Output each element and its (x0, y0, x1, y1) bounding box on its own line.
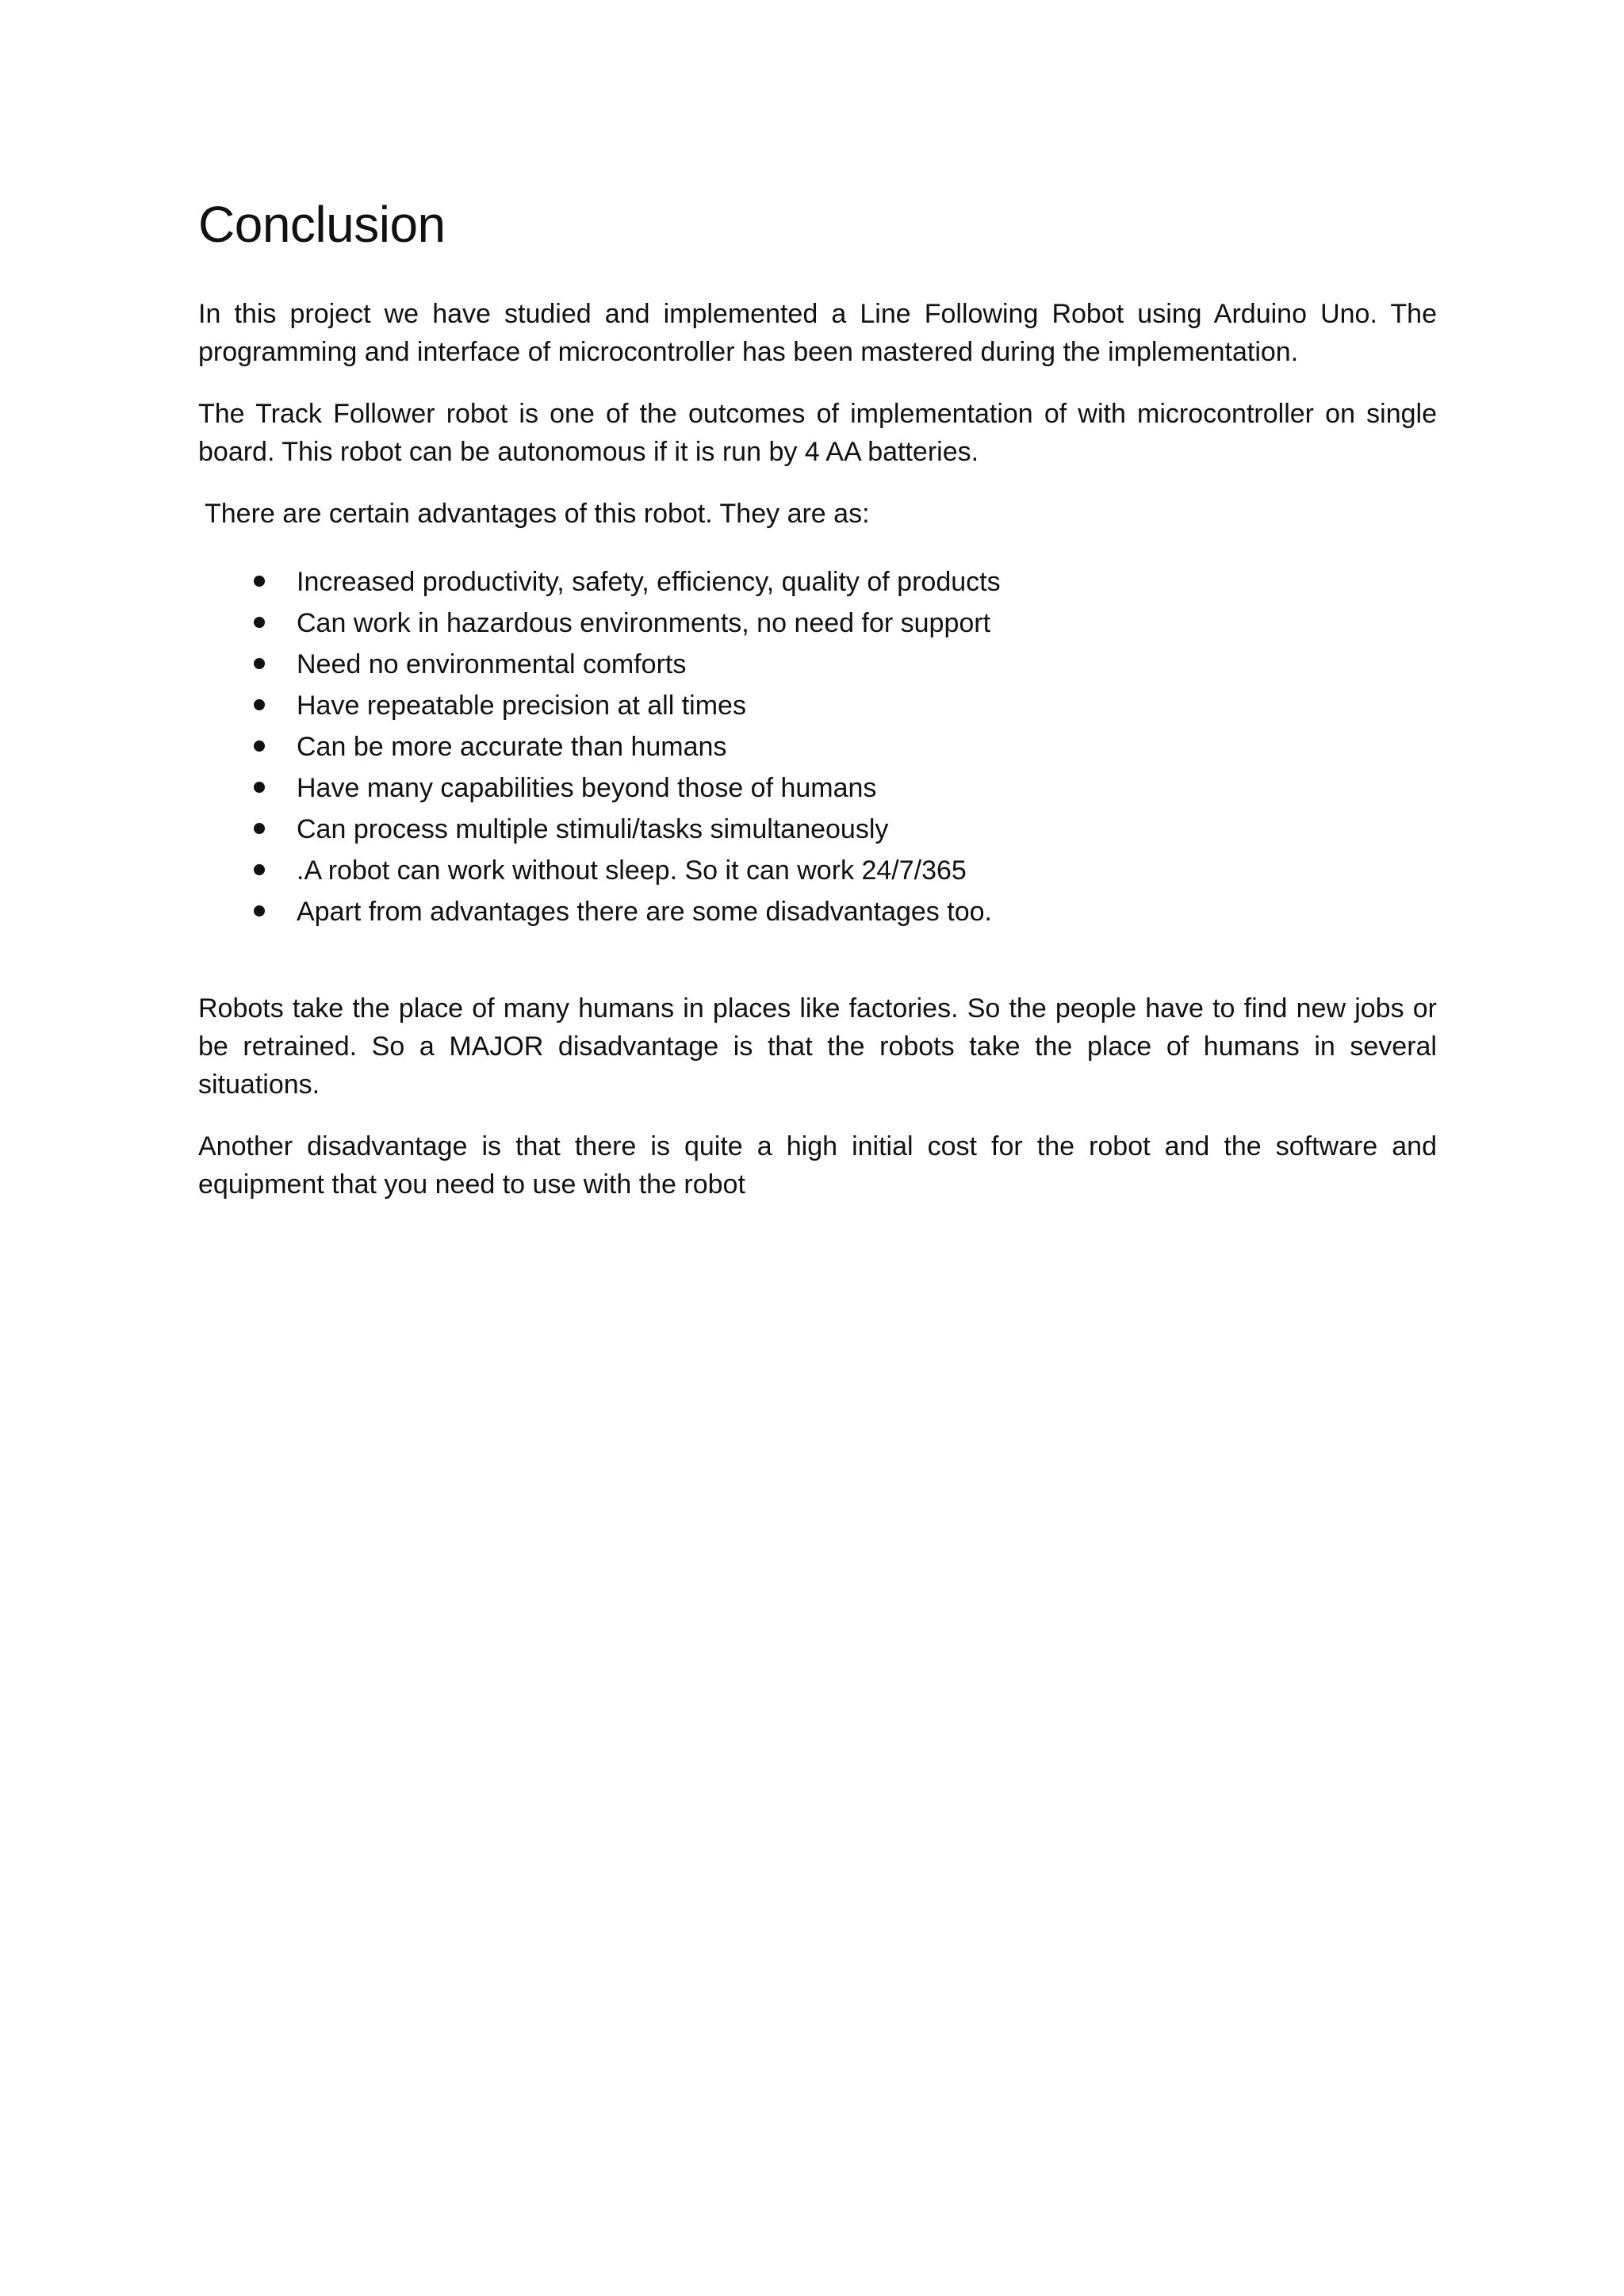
disadvantage-paragraph-2: Another disadvantage is that there is quite a high initial cost for the robot and the software and equipment that you need to use with the robot (198, 1131, 1437, 1200)
list-item-text: Have many capabilities beyond those of humans (297, 772, 877, 803)
advantages-list (198, 561, 1437, 932)
bullet-icon (254, 864, 265, 875)
list-item-text: .A robot can work without sleep. So it can work 24/7/365 (297, 855, 967, 886)
list-item (198, 644, 1437, 685)
list-item (198, 561, 1437, 603)
page-title: Conclusion (198, 196, 446, 253)
bullet-icon (254, 576, 265, 587)
list-item (198, 603, 1437, 644)
bullet-icon (254, 617, 265, 628)
bullet-icon (254, 905, 265, 916)
intro-paragraph-2: The Track Follower robot is one of the outcomes of implementation of with microcontroller on single board. This robot can be autonomous if it is run by 4 AA batteries. (198, 398, 1437, 467)
list-item (198, 891, 1437, 932)
disadvantage-paragraph-1: Robots take the place of many humans in places like factories. So the people have to find new jobs or be retrained. So a MAJOR disadvantage is that the robots take the place of humans in several situations. (198, 993, 1437, 1100)
advantages-intro: There are certain advantages of this robot. They are as: (205, 498, 870, 529)
list-item (198, 685, 1437, 726)
list-item-text: Can process multiple stimuli/tasks simultaneously (297, 813, 889, 844)
list-item-text: Need no environmental comforts (297, 649, 687, 679)
list-item-text: Can be more accurate than humans (297, 731, 727, 762)
list-item (198, 726, 1437, 767)
bullet-icon (254, 658, 265, 669)
bullet-icon (254, 782, 265, 793)
intro-paragraph-1: In this project we have studied and implemented a Line Following Robot using Arduino Uno. The programming and interface of microcontroller has been mastered during the implementation. (198, 298, 1437, 367)
list-item-text: Have repeatable precision at all times (297, 690, 746, 721)
list-item-text: Increased productivity, safety, efficiency, quality of products (297, 566, 1001, 597)
list-item-text: Can work in hazardous environments, no need for support (297, 607, 991, 638)
document-page (198, 194, 1437, 1227)
bullet-icon (254, 699, 265, 710)
list-item (198, 850, 1437, 891)
list-item (198, 767, 1437, 809)
bullet-icon (254, 823, 265, 834)
list-item-text: Apart from advantages there are some disadvantages too. (297, 896, 992, 927)
bullet-icon (254, 740, 265, 752)
list-item (198, 809, 1437, 850)
